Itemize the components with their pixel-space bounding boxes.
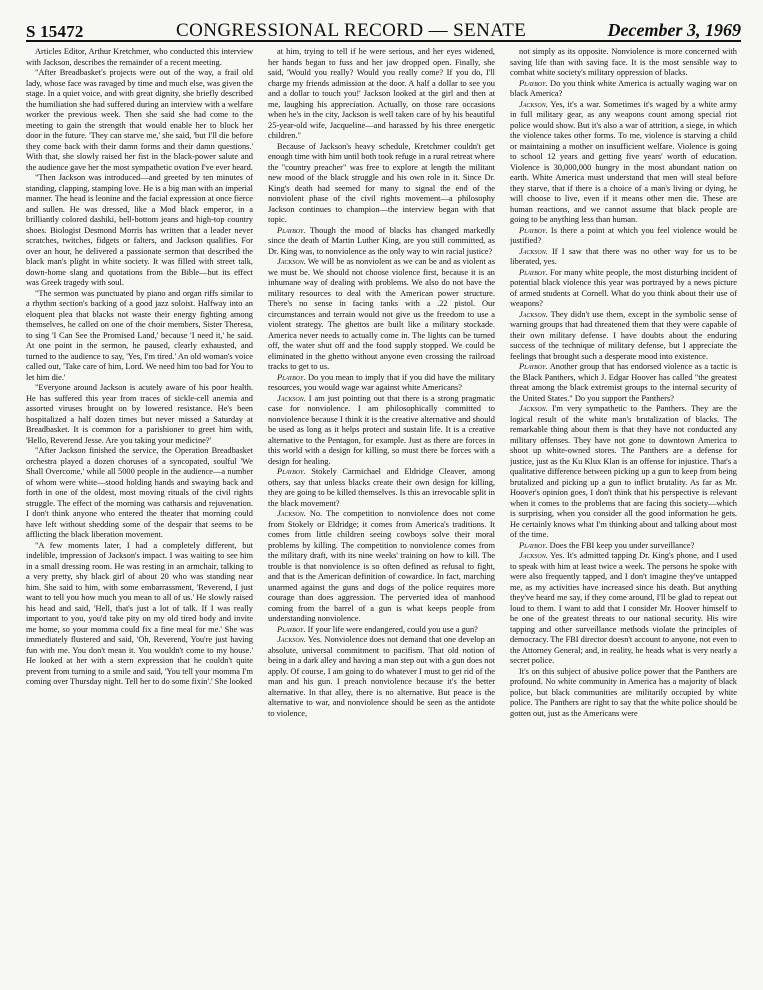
speaker-label: Jackson. (277, 393, 306, 403)
paragraph (510, 47, 737, 79)
publication-title: CONGRESSIONAL RECORD — SENATE (176, 20, 527, 41)
paragraph-text: not simply as its opposite. Nonviolence is more concerned with saving life than with saving face. It is the most sensible way to combat white society's military oppression of blacks. (510, 47, 737, 77)
speaker-label: Playboy. (277, 225, 306, 235)
paragraph-text: "A few moments later, I had a completely different, but indelible, impression of Jackson's impact. I was waiting to see him in a small dressing room. He was resting in an armchair, talking to a very pretty, shy black girl of about 20 who was standing near him. She said to him, with some embarrassment, 'Reverend, I just want to tell you how much you mean to all of us.' He slowly raised his head and said, 'Hell, that's just a lot of talk. If I was really important to you, you'd take pity on my old tired body and invite me home, so your momma could fix a fine meal for me.' She was immediately flustered and said, 'Oh, Reverend, You're just having fun with me. You don't mean it. You wouldn't come to my house.' He looked at her with a stern expression that he couldn't quite prevent from turning to a smile and said, 'You tell your momma I'm coming over Thursday night. Tell her to do some fixin'.' She looked (26, 540, 253, 686)
speaker-label: Playboy. (519, 362, 548, 371)
speaker-label: Jackson. (519, 551, 548, 560)
speaker-label: Playboy. (519, 225, 548, 235)
speaker-label: Playboy. (277, 372, 306, 382)
paragraph-text: Because of Jackson's heavy schedule, Kretchmer couldn't get enough time with him until both took refuge in a rural retreat where the "country preacher" was free to explore at length the militant new mood of the black struggle and his own role in it. Since Dr. King's death had seemed for many to signal the end of the nonviolent phase of the civil rights movement—a philosophy Jackson continues to champion—the interview began with that topic. (268, 141, 495, 224)
paragraph-text: We will be as nonviolent as we can be and as violent as we must be. We should not choose violence first, because it is an inhumane way of dealing with problems. We also do not have the military resources to deal with the American power structure. There's no sense in facing tanks with a .22 pistol. Our circumstances and terrain would not give us the freedom to use a violent strategy. The ghettos are built like a military stockade. America never needs to actually come in. The lights can be turned off, the water shut off and the food supply stopped. We could be eliminated in the ghetto without anyone even crossing the railroad tracks to get to us. (268, 257, 495, 371)
paragraph-text: For many white people, the most disturbing incident of potential black violence this year was portrayed by a news picture of armed students at Cornell. What do you think about their use of weapons? (510, 267, 737, 308)
paragraph-text: "Then Jackson was introduced—and greeted by ten minutes of standing, clapping, stamping love. He is a big man with an imperial manner. The head is leonine and the facial expression at once fierce and sullen. He was dressed, like a Mod black emperor, in a brilliantly colored dashiki, bell-bottom jeans and high-top country shoes. Biologist Desmond Morris has written that a leader never scratches, twitches, fidgets or falters, and Jackson qualifies. For over an hour, he delivered a passionate sermon that described the black man's plight in white society. It was filled with street talk, down-home slang and quotations from the Bible—but its effect was Greek tragedy with soul. (26, 173, 253, 287)
text-column-3 (510, 47, 737, 982)
paragraph-text: "After Jackson finished the service, the Operation Breadbasket orchestra played a dozen choruses of a syncopated, soulful 'We Shall Overcome,' while all 5000 people in the audience—a number of whom were white—stood holding hands and swaying back and forth in one of the oldest, most moving rituals of the civil rights struggle. The effect of the morning was catharsis and rejuvenation. I don't think anyone who entered the theater that morning could have left without shedding some of the despair that seems to be afflicting the black liberation movement. (26, 446, 253, 539)
paragraph-text: at him, trying to tell if he were serious, and her eyes widened, her hands began to fuss and her jaw dropped open. Finally, she said, 'Would you really? Would you really come? If you do, I'll charge my friends admission at the door. A half a dollar to see you and a dollar to touch you!' Jackson looked at the girl and then at me, laughing his appreciation. Actually, on those rare occasions when he's in the city, Jackson is well taken care of by his beautiful 25-year-old wife, Jacqueline—and harassed by his three energetic children." (268, 47, 495, 140)
speaker-label: Jackson. (277, 257, 306, 266)
speaker-label: Playboy. (277, 467, 306, 476)
paragraph (26, 173, 253, 289)
paragraph (268, 635, 495, 719)
paragraph-text: Articles Editor, Arthur Kretchmer, who conducted this interview with Jackson, describes the remainder of a recent meeting. (26, 47, 253, 67)
speaker-label: Jackson. (519, 309, 548, 319)
speaker-label: Playboy. (519, 78, 548, 88)
paragraph-text: Stokely Carmichael and Eldridge Cleaver, among others, say that unless blacks create their own design for killing, they are going to be killed themselves. Is this an irrevocable split in the black movement? (268, 467, 495, 508)
speaker-label: Playboy. (519, 267, 548, 277)
paragraph (510, 404, 737, 541)
paragraph (268, 47, 495, 142)
paragraph-text: Do you think white America is actually waging war on black America? (510, 78, 737, 98)
issue-date: December 3, 1969 (607, 20, 741, 40)
paragraph (26, 541, 253, 688)
paragraph (510, 667, 737, 720)
paragraph (26, 446, 253, 541)
speaker-label: Playboy. (519, 540, 548, 550)
paragraph-text: If I saw that there was no other way for us to be liberated, yes. (510, 246, 737, 266)
text-column-2 (268, 47, 495, 982)
paragraph (268, 226, 495, 258)
paragraph-text: Another group that has endorsed violence as a tactic is the Black Panthers, which J. Edgar Hoover has called "the greatest threat among the black extremist groups to the internal security of the United States." Do you support the Panthers? (510, 362, 737, 403)
paragraph (268, 373, 495, 394)
paragraph (510, 551, 737, 667)
paragraph (510, 100, 737, 226)
paragraph-text: If your life were endangered, could you use a gun? (307, 624, 478, 634)
paragraph-text: "Everyone around Jackson is acutely aware of his poor health. He has suffered this year from traces of sickle-cell anemia and assorted viruses brought on by lowered resistance. He's been hospitalized a half dozen times but never missed a Saturday at Breadbasket. It is common for a parishioner to greet him with, 'Hello, Reverend Jesse. Are you taking your medicine?' (26, 383, 253, 445)
speaker-label: Playboy. (277, 624, 306, 634)
paragraph (268, 509, 495, 625)
paragraph-text: Though the mood of blacks has changed markedly since the death of Martin Luther King, are you still committed, as Dr. King was, to nonviolence as the only way to win racial justice? (268, 225, 495, 256)
paragraph (510, 362, 737, 404)
speaker-label: Jackson. (277, 509, 306, 518)
article-body (26, 47, 741, 982)
paragraph (268, 257, 495, 373)
paragraph (26, 68, 253, 173)
paragraph-text: I'm very sympathetic to the Panthers. They are the logical result of the white man's brutalization of blacks. The remarkable thing about them is that they have not conducted any military offenses. They have not gone to downtown America to shoot up white-owned stores. The Panthers are a defense for justice, just as the Ku Klux Klan is an offense for injustice. That's a qualitative difference between picking up a gun to keep from being brutalized and picking up a gun to inflict brutality. As far as Mr. Hoover's opinion goes, I don't think that his perspective is relevant when it comes to the problems that are facing this society—which is surprising, when you consider all the good information he gets. He certainly knows what I'm thinking about and talking about most of the time. (510, 404, 737, 539)
paragraph (26, 47, 253, 68)
paragraph-text: "The sermon was punctuated by piano and organ riffs similar to a rhythm section's backing of a good jazz soloist. Halfway into an eloquent plea that blacks not waste their energy fighting among themselves, he called on one of the choir members, Sister Theresa, to sing 'I Can See the Promised Land,' because 'I need it,' he said. At one point in the sermon, he paused, clearly exhausted, and turned to the audience to say, 'Yes, I'm tired.' An old woman's voice called out, 'Take care of him, Lord. We need him too bad for You to let him die.' (26, 288, 253, 382)
paragraph (268, 142, 495, 226)
page-header (26, 10, 741, 42)
paragraph (510, 226, 737, 247)
paragraph-text: No. The competition to nonviolence does not come from Stokely or Eldridge; it comes from America's traditions. It comes from little children seeing cowboys solve their moral problems by killing. The competition to nonviolence comes from the military draft, with its nine weeks' training on how to kill. The trouble is that nonviolence is so often defined as refusal to fight, and that is the American definition of cowardice. In fact, marching unarmed against the guns and dogs of the police requires more courage than does aggression. The perverted idea of manhood coming from the barrel of a gun is what keeps people from understanding nonviolence. (268, 509, 495, 623)
page-number: S 15472 (26, 22, 84, 41)
paragraph (268, 625, 495, 636)
paragraph-text: It's on this subject of abusive police power that the Panthers are profound. No white community in America has a majority of black police, but black communities are militarily occupied by white police. The Panthers are right to say that the white police should be gotten out, just as the Americans were (510, 666, 737, 718)
text-column-1 (26, 47, 253, 982)
paragraph-text: Yes, it's a war. Sometimes it's waged by a white army in full military gear, as any weapons count among special riot police would show. But it's also a war of attrition, a siege, in which the violence takes other forms. To me, violence is starving a child or maintaining a mother on insufficient welfare. Violence is going to school 12 years and getting five years' worth of education. Violence is 30,000,000 hungry in the most abundant nation on earth. White America must understand that men will steal before they starve, that if there is a choice of a man's living or dying, he will choose to live, even if it means other men die. These are human reactions, and we cannot assume that black people are going to be anything less than human. (510, 99, 737, 224)
paragraph-text: Do you mean to imply that if you did have the military resources, you would wage war against white Americans? (268, 372, 495, 392)
paragraph-text: Is there a point at which you feel violence would be justified? (510, 225, 737, 245)
paragraph (26, 383, 253, 446)
paragraph (510, 247, 737, 268)
paragraph-text: Does the FBI keep you under surveillance? (549, 540, 695, 550)
paragraph-text: Yes. It's admitted tapping Dr. King's phone, and I used to speak with him at least twice a week. The persons he spoke with were also frequently tapped, and I don't imagine they've untapped me, as my activities have increased since his death. But anything they've heard me say, if they come around, I'll be glad to repeat out loud to them. I want to add that I consider Mr. Hoover himself to be one of the greatest threats to our national security. His wire tapping and other surveillance methods violate the principles of democracy. The FBI director doesn't account to anyone, not even to the Attorney General; and, in reality, he heads what is very nearly a secret police. (510, 551, 737, 665)
paragraph (268, 467, 495, 509)
paragraph (510, 79, 737, 100)
paragraph-text: They didn't use them, except in the symbolic sense of warning groups that had threatened them that they were capable of their own military defense. I have doubts about the enduring success of the technique of military defense, but I appreciate the feelings that brought such a desperate mood into existence. (510, 309, 737, 361)
paragraph (510, 541, 737, 552)
paragraph-text: I am just pointing out that there is a strong pragmatic case for nonviolence. I am philosophically committed to nonviolence because I think it is the creative alternative and should be used as long as it helps protect and sustain life. It is a creative alternative to the Pentagon, for example. Just as there are forces in this world with a design for killing, so must there be forces with a design for healing. (268, 393, 495, 466)
speaker-label: Jackson. (519, 99, 548, 109)
speaker-label: Jackson. (277, 635, 306, 644)
paragraph-text: Yes. Nonviolence does not demand that one develop an absolute, universal commitment to pacifism. That old notion of being in a dark alley and having a man step out with a gun does not apply. Of course, I am going to do whatever I must to get rid of the man and his gun. I preach nonviolence because it's the better alternative. In that alley, there is no alternative. But peace is the alternative to war, and nonviolence should be seen as the antidote to violence, (268, 635, 495, 718)
paragraph (510, 310, 737, 363)
paragraph (268, 394, 495, 468)
paragraph (510, 268, 737, 310)
paragraph (26, 289, 253, 384)
paragraph-text: "After Breadbasket's projects were out of the way, a frail old lady, whose face was ravaged by time and much else, was given the stage. In a quiet voice, and with great dignity, she briefly described the humiliation she had suffered during an interview with a welfare worker the previous week. Then she said she had come to the meeting to gain the strength that would enable her to block her door in the future. 'They can starve me,' she said, 'but I'll die before they come back with their damn forms and their damn questions.' With that, she slowly raised her fist in the black-power salute and the audience gave her the most sympathetic ovation I've ever heard. (26, 68, 253, 172)
speaker-label: Jackson. (519, 404, 548, 413)
speaker-label: Jackson. (519, 246, 548, 256)
